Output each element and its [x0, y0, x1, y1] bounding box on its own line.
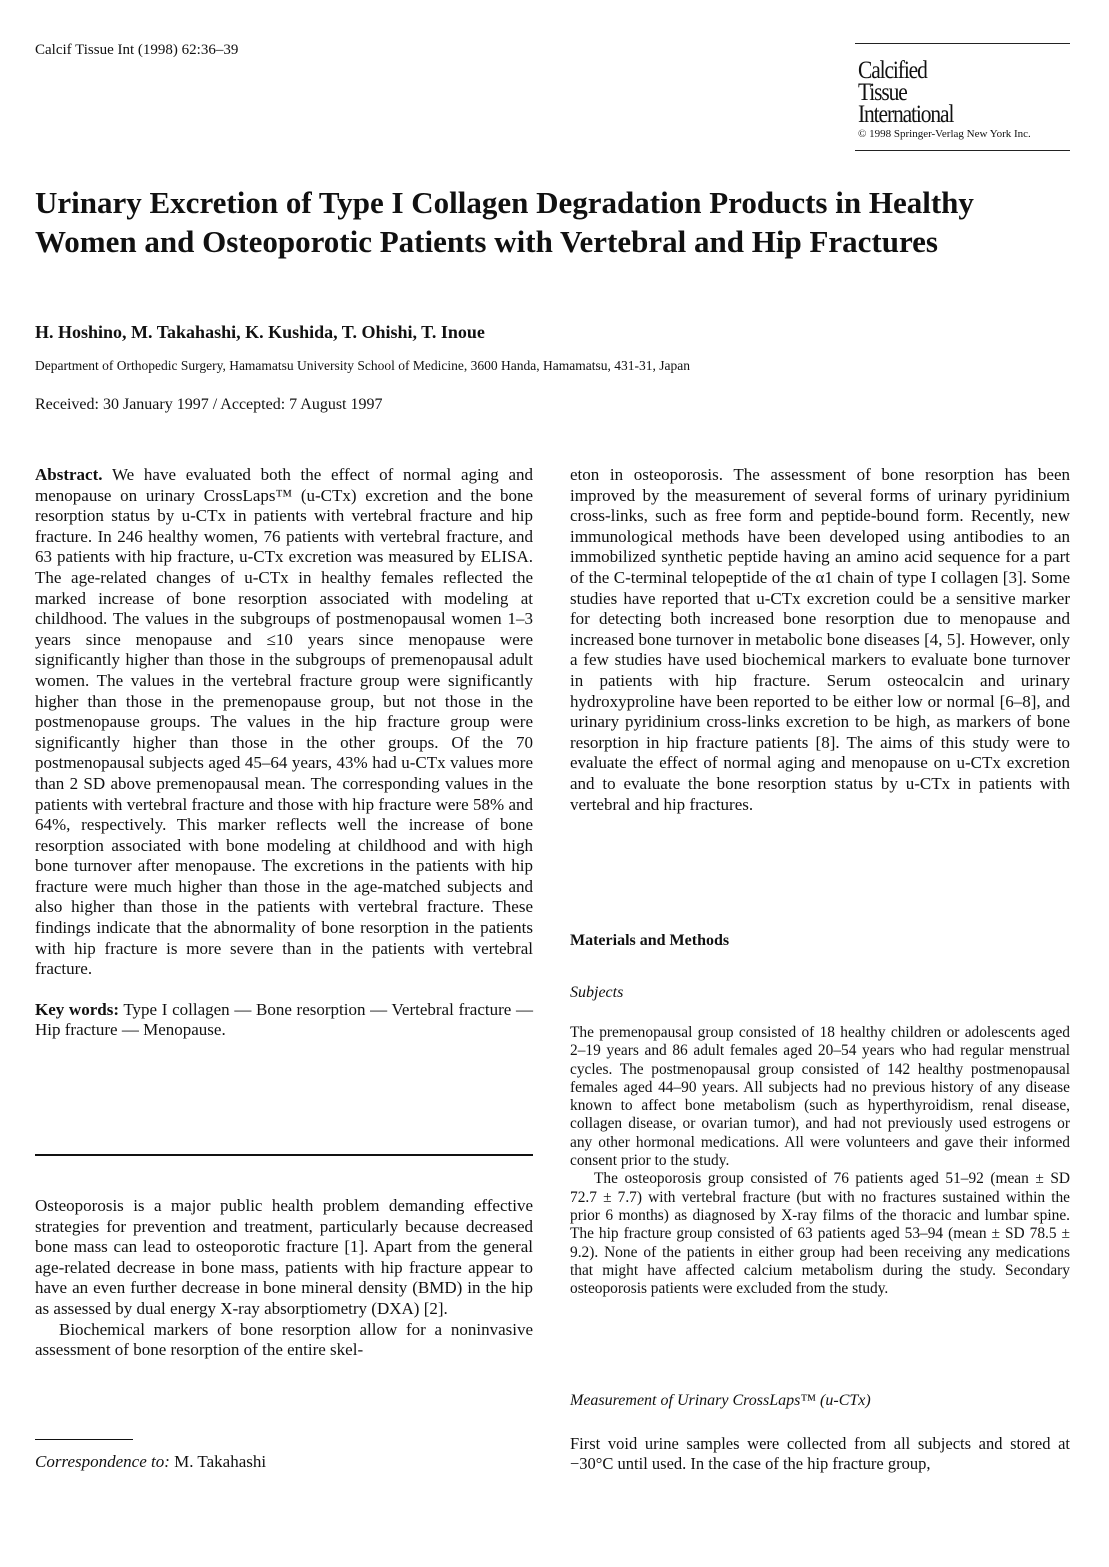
copyright-notice: © 1998 Springer-Verlag New York Inc. — [858, 128, 1031, 140]
intro-paragraph-1: Osteoporosis is a major public health problem demanding effective strategies for prevention and treatment, particularly because decreased bone mass can lead to osteoporotic fracture [1]. Apart from the general age-related decrease in bone mass, patients with hip fracture appear to have an even further decrease in bone mineral density (BMD) in the hip as assessed by dual energy X-ray absorptiometry (DXA) [2]. — [35, 1196, 533, 1318]
abstract-label: Abstract. — [35, 465, 103, 484]
methods-heading: Materials and Methods — [570, 932, 730, 949]
author-list: H. Hoshino, M. Takahashi, K. Kushida, T. Ohishi, T. Inoue — [35, 322, 485, 342]
abstract-text: We have evaluated both the effect of normal aging and menopause on urinary CrossLaps™ (u-CTx) excretion and the bone resorption status by u-CTx in patients with vertebral fracture and hip fracture. In 246 healthy women, 76 patients with vertebral fracture, and 63 patients with hip fracture, u-CTx excretion was measured by ELISA. The age-related changes of u-CTx in healthy females reflected the marked increase of bone resorption associated with modeling at childhood. The values in the subgroups of postmenopausal women 1–3 years since menopause and ≤10 years since menopause were significantly higher than those in the subgroups of premenopausal adult women. The values in the vertebral fracture group were significantly higher than those in the premenopause group, but not those in the postmenopause groups. The values in the hip fracture group were significantly higher than those in the other groups. Of the 70 postmenopausal subjects aged 45–64 years, 43% had u-CTx values more than 2 SD above premenopausal mean. The corresponding values in the patients with vertebral fracture and those with hip fracture were 58% and 64%, respectively. This marker reflects well the increase of bone resorption associated with bone modeling at childhood and with high bone turnover after menopause. The excretions in the patients with hip fracture were much higher than those in the age-matched subjects and also higher than those in the patients with vertebral fracture. These findings indicate that the abnormality of bone resorption in the patients with hip fracture is more severe than in the patients with vertebral fracture. — [35, 465, 533, 979]
logo-line-2: Tissue — [858, 79, 907, 106]
keywords-label: Key words: — [35, 999, 119, 1019]
section-divider — [35, 1154, 533, 1156]
affiliation: Department of Orthopedic Surgery, Hamamatsu University School of Medicine, 3600 Handa, Hamamatsu, 431-31, Japan — [35, 358, 690, 373]
measurement-heading: Measurement of Urinary CrossLaps™ (u-CTx) — [570, 1392, 871, 1409]
introduction-block — [35, 1196, 533, 1361]
correspondence-footnote — [35, 1452, 266, 1472]
abstract-block — [35, 465, 533, 1041]
intro-continuation — [570, 465, 1070, 815]
subjects-paragraph-1: The premenopausal group consisted of 18 healthy children or adolescents aged 2–19 years and 86 adult females aged 20–54 years who had regular menstrual cycles. The postmenopausal group consisted of 142 healthy postmenopausal females aged 44–90 years. All subjects had no previous history of any disease known to affect bone metabolism (such as hyperthyroidism, renal disease, collagen disease, or ovarian tumor), and had not previously used estrogens or any other hormonal medications. All were volunteers and gave their informed consent prior to the study. — [570, 1024, 1070, 1170]
footnote-divider — [35, 1439, 133, 1440]
received-dates: Received: 30 January 1997 / Accepted: 7 August 1997 — [35, 396, 383, 413]
correspondence-label: Correspondence to: — [35, 1452, 170, 1471]
correspondence-name: M. Takahashi — [174, 1452, 267, 1471]
journal-citation: Calcif Tissue Int (1998) 62:36–39 — [35, 42, 239, 58]
logo-line-3: International — [858, 101, 954, 128]
abstract-paragraph — [35, 465, 533, 980]
subjects-heading: Subjects — [570, 984, 624, 1001]
logo-line-1: Calcified — [858, 57, 927, 84]
intro-paragraph-2: Biochemical markers of bone resorption allow for a noninvasive assessment of bone resorption of the entire skel- — [35, 1319, 533, 1360]
journal-logo — [855, 43, 1070, 151]
keywords-paragraph — [35, 1000, 533, 1041]
intro-paragraph-2-continued: eton in osteoporosis. The assessment of bone resorption has been improved by the measurement of several forms of urinary pyridinium cross-links, such as free form and peptide-bound form. Recently, new immunological methods have been developed using antibodies to an immobilized synthetic peptide having an amino acid sequence for a part of the C-terminal telopeptide of the α1 chain of type I collagen [3]. Some studies have reported that u-CTx excretion could be a sensitive marker for detecting both increased bone resorption due to menopause and increased bone turnover in metabolic bone diseases [4, 5]. However, only a few studies have used biochemical markers to evaluate bone turnover in patients with hip fracture. Serum osteocalcin and urinary hydroxyproline have been reported to be either low or normal [6–8], and urinary pyridinium cross-links excretion to be high, as markers of bone resorption in hip fracture patients [8]. The aims of this study were to evaluate the effect of normal aging and menopause on u-CTx excretion and to evaluate the bone resorption status by u-CTx in patients with vertebral and hip fractures. — [570, 465, 1070, 814]
keywords-text: Type I collagen — Bone resorption — Vertebral fracture — Hip fracture — Menopause. — [35, 999, 533, 1040]
article-title: Urinary Excretion of Type I Collagen Degradation Products in Healthy Women and Osteoporotic Patients with Vertebral and Hip Fractures — [35, 185, 974, 259]
subjects-paragraph-2: The osteoporosis group consisted of 76 patients aged 51–92 (mean ± SD 72.7 ± 7.7) with vertebral fracture (but with no fractures sustained within the prior 6 months) as diagnosed by X-ray films of the thoracic and lumbar spine. The hip fracture group consisted of 63 patients aged 53–94 (mean ± SD 78.5 ± 9.2). None of the patients in either group had been receiving any medications that might have affected calcium metabolism during the study. Secondary osteoporosis patients were excluded from the study. — [570, 1170, 1070, 1298]
measurement-text: First void urine samples were collected from all subjects and stored at −30°C until used. In the case of the hip fracture group, — [570, 1434, 1070, 1473]
subjects-block — [570, 1024, 1070, 1298]
